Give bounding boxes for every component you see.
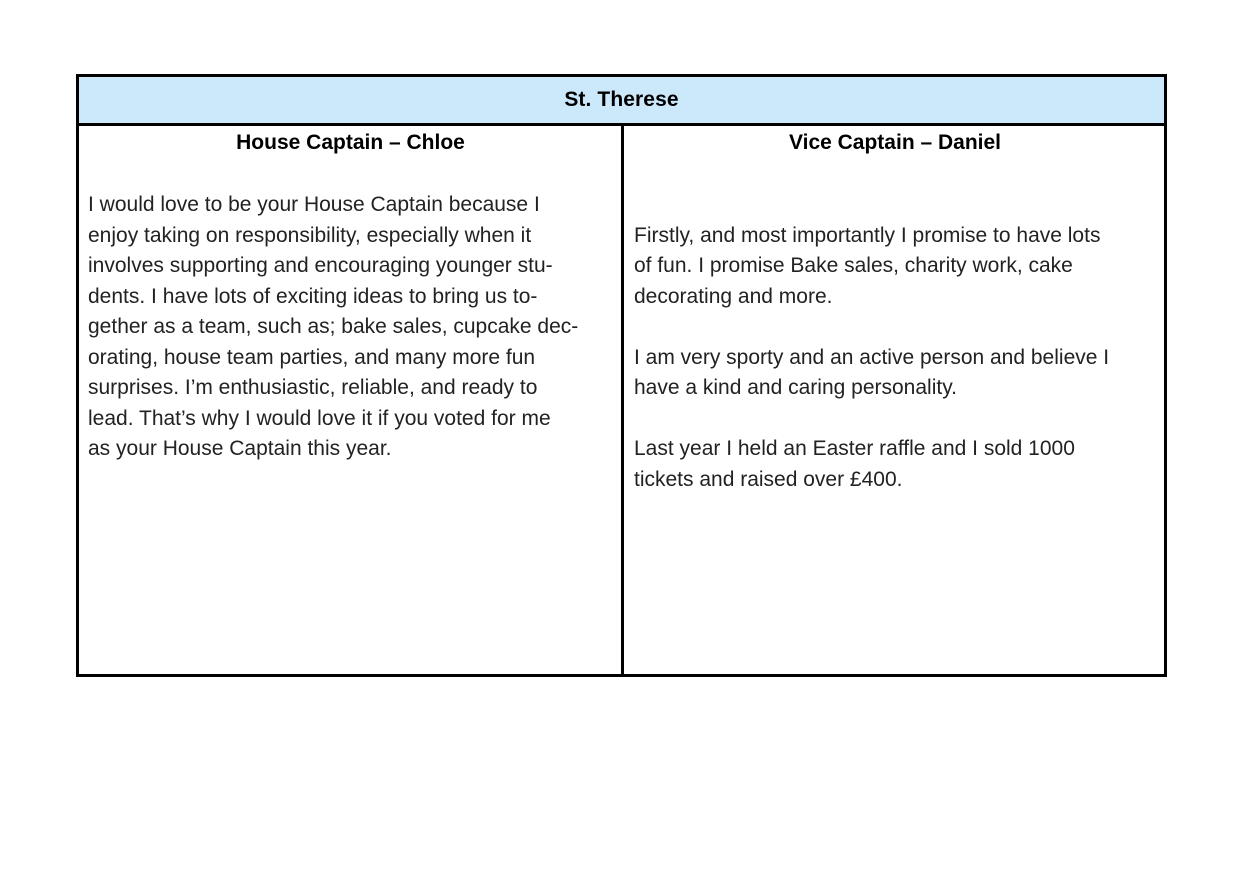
vice-captain-paragraph: Last year I held an Easter raffle and I sold 1000 tickets and raised over £400.: [634, 437, 1075, 491]
vice-captain-heading: Vice Captain – Daniel: [788, 131, 1002, 154]
table-header: [79, 77, 1164, 126]
house-captain-statement: I would love to be your House Captain because I enjoy taking on responsibility, especially when it involves supporting and encouraging younger stu- dents. I have lots of exciting ideas to bring us to- gether as a team, such as; bake sales, cupcake dec- orating, house team parties, and many more fun surprises. I’m enthusiastic, reliable, and ready to lead. That’s why I would love it if you voted for me as your House Captain this year.: [88, 193, 579, 460]
vice-captain-paragraph: Firstly, and most importantly I promise to have lots of fun. I promise Bake sales, charity work, cake decorating and more.: [634, 223, 1101, 308]
house-title: St. Therese: [564, 88, 679, 111]
vice-captain-cell: [624, 126, 1164, 674]
house-captain-heading: House Captain – Chloe: [236, 131, 465, 154]
vice-captain-paragraph: I am very sporty and an active person and believe I have a kind and caring personality.: [634, 345, 1110, 399]
table-body-row: [79, 126, 1164, 674]
captains-table: [76, 74, 1167, 677]
house-captain-cell: [79, 126, 624, 674]
vice-captain-statement: [634, 190, 1156, 526]
